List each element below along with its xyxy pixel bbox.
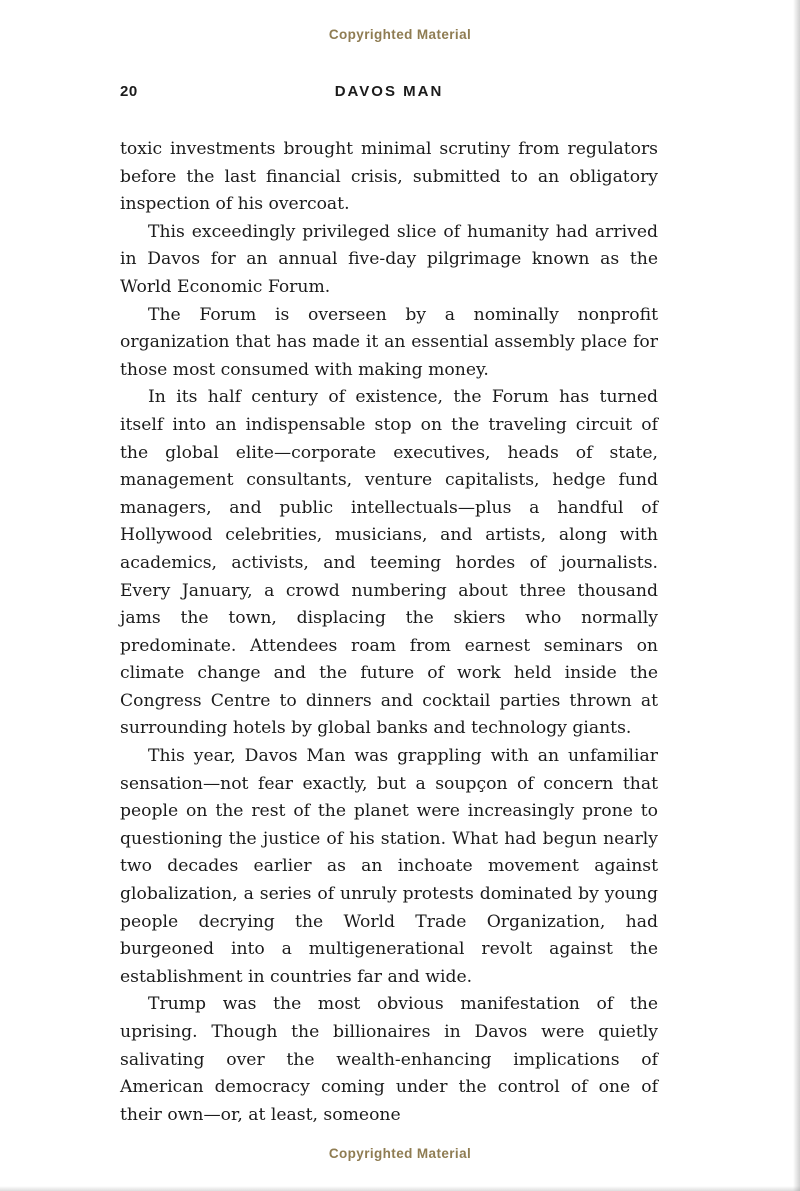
body-text — [120, 136, 658, 1129]
page-header — [120, 83, 658, 100]
copyright-notice-top: Copyrighted Material — [328, 27, 472, 42]
paragraph: The Forum is overseen by a nominally nonprofit organization that has made it an essential assembly place for those most consumed with making money. — [120, 304, 658, 380]
paragraph: This year, Davos Man was grappling with an unfamiliar sensation—not fear exactly, but a soupçon of concern that people on the rest of the planet were increasingly prone to questioning the justice of his station. What had begun nearly two decades earlier as an inchoate movement against globalization, a series of unruly protests dominated by young people decrying the World Trade Organization, had burgeoned into a multigenerational revolt against the establishment in countries far and wide. — [120, 746, 658, 987]
page-edge-shadow-right — [793, 0, 800, 1191]
copyright-notice-bottom: Copyrighted Material — [328, 1146, 472, 1161]
page-edge-shadow-bottom — [0, 1186, 800, 1191]
paragraph: toxic investments brought minimal scrutiny from regulators before the last financial crisis, submitted to an obligatory inspection of his overcoat. — [120, 139, 658, 215]
running-header: DAVOS MAN — [334, 83, 444, 100]
paragraph: This exceedingly privileged slice of humanity had arrived in Davos for an annual five-day pilgrimage known as the World Economic Forum. — [120, 221, 658, 297]
paragraph: In its half century of existence, the Forum has turned itself into an indispensable stop on the traveling circuit of the global elite—corporate executives, heads of state, management consultants, venture capitalists, hedge fund managers, and public intellectuals—plus a handful of Hollywood celebrities, musicians, and artists, along with academics, activists, and teeming hordes of journalists. Every January, a crowd numbering about three thousand jams the town, displacing the skiers who normally predominate. Attendees roam from earnest seminars on climate change and the future of work held inside the Congress Centre to dinners and cocktail parties thrown at surrounding hotels by global banks and technology giants. — [120, 387, 658, 739]
page-number: 20 — [120, 83, 138, 100]
paragraph: Trump was the most obvious manifestation of the uprising. Though the billionaires in Davos were quietly salivating over the wealth-enhancing implications of American democracy coming under the control of one of their own—or, at least, someone — [120, 994, 658, 1125]
